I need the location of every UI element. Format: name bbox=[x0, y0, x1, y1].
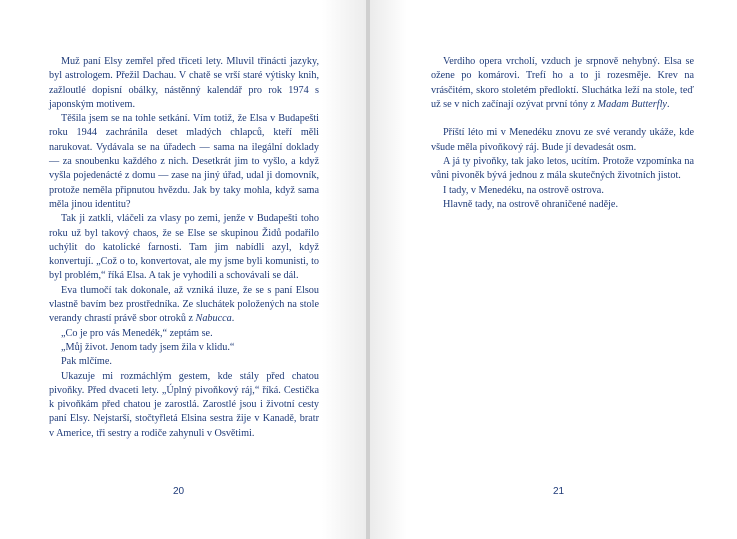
paragraph: Pak mlčíme. bbox=[61, 356, 112, 368]
paragraph: A já ty pivoňky, tak jako letos, ucítím. Protože vzpomínka na vůni pivoněk bývá jednou z mála skutečných životních jistot. bbox=[431, 156, 694, 182]
paragraph-text: Verdiho opera vrcholí, vzduch je srpnově nehybný. Elsa se ožene po komárovi. Trefí ho a to ji rozesměje. Krev na vrásčitém, skoro stoletém předloktí. Sluchátka leží na stole, teď už se v nich začínají ozývat první tóny z bbox=[431, 56, 694, 110]
paragraph bbox=[49, 284, 319, 327]
paragraph: Těšila jsem se na tohle setkání. Vím totiž, že Elsa v Budapešti roku 1944 zachránila deset mladých chlapců, kteří měli narukovat. Vydávala se na úřadech — sama na ilegální doklady — za snoubenku každého z nich. Desetkrát jim to vyšlo, a když vyšla pojedenácté z domu — zase na jiný úřad, udal ji domovník, protože neměla připnutou hvězdu. Jak by taky mohla, když sama měla jinou identitu? bbox=[49, 113, 319, 210]
page-number: 20 bbox=[173, 486, 185, 497]
paragraph-text: Eva tlumočí tak dokonale, až vzniká iluze, že se s paní Elsou vlastně bavím bez prostředníka. Ze sluchátek položených na stole verandy chrastí právě sbor otroků z bbox=[49, 284, 319, 325]
paragraph: Ukazuje mi rozmáchlým gestem, kde stály před chatou pivoňky. Před dvaceti lety. „Úplný pivoňkový ráj,“ říká. Cestička k pivoňkám před chatou je zarostlá. Zarostlé jsou i životní cesty paní Elsy. Nejstarší, stočtyřletá Elsina sestra žije v Kanadě, bratr v Americe, tři sestry a rodiče zahynuli v Osvětimi. bbox=[49, 370, 319, 439]
paragraph: „Můj život. Jenom tady jsem žila v klidu.“ bbox=[61, 341, 235, 353]
paragraph: Hlavně tady, na ostrově ohraničené naděje. bbox=[443, 198, 618, 210]
italic-title: Nabucca bbox=[195, 313, 232, 325]
paragraph bbox=[431, 55, 694, 112]
right-page bbox=[370, 0, 737, 539]
left-page bbox=[0, 0, 366, 539]
paragraph: Tak ji zatkli, vláčeli za vlasy po zemi, jenže v Budapešti toho roku už byl takový chaos, že se Else se skupinou Židů podařilo uchýlit do katolické farnosti. Tam jim nabídli azyl, když konvertují. „Což o to, konvertovat, ale my jsme byli komunisti, to byl problém,“ říká Elsa. A tak je vyhodili a schovávali se dál. bbox=[49, 213, 319, 282]
page-number: 21 bbox=[553, 486, 565, 497]
paragraph: Příští léto mi v Menedéku znovu ze své verandy ukáže, kde všude měla pivoňkový ráj. Bude jí devadesát osm. bbox=[431, 127, 694, 153]
right-page-text bbox=[431, 55, 694, 212]
paragraph: „Co je pro vás Menedék,“ zeptám se. bbox=[61, 327, 213, 339]
paragraph: I tady, v Menedéku, na ostrově ostrova. bbox=[443, 184, 604, 196]
left-page-text bbox=[49, 55, 319, 441]
paragraph-tail: . bbox=[231, 313, 235, 325]
paragraph: Muž paní Elsy zemřel před třiceti lety. Mluvil třinácti jazyky, byl astrologem. Přežil Dachau. V chatě se vrší staré výtisky knih, zažloutlé dopisní obálky, nástěnný kalendář pro rok 1974 s japonským motivem. bbox=[49, 56, 319, 110]
italic-title: Madam Butterfly bbox=[597, 98, 667, 110]
paragraph-tail: . bbox=[666, 98, 670, 110]
